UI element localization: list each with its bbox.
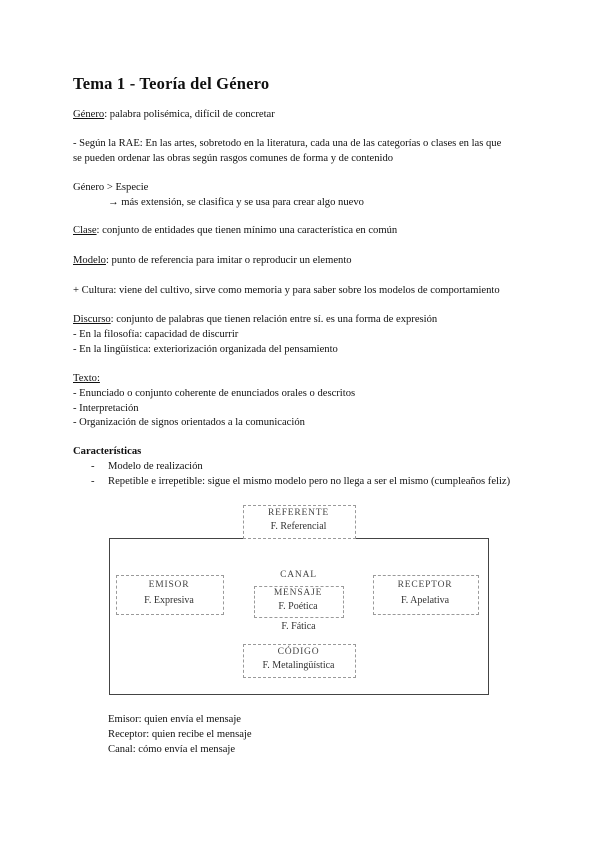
note-line: Receptor: quien recibe el mensaje bbox=[108, 729, 252, 740]
clase-term: Clase bbox=[73, 225, 97, 236]
metalinguistica-label: F. Metalingüística bbox=[262, 660, 335, 671]
note-line: Emisor: quien envía el mensaje bbox=[108, 714, 241, 725]
bullet-dash: - bbox=[91, 461, 95, 472]
cultura-line: + Cultura: viene del cultivo, sirve como memoria y para saber sobre los modelos de comportamiento bbox=[73, 285, 500, 296]
texto-term: Texto: bbox=[73, 373, 100, 384]
caracteristicas-item: Modelo de realización bbox=[108, 461, 203, 472]
receptor-label: RECEPTOR bbox=[397, 580, 453, 590]
rae-line-1: - Según la RAE: En las artes, sobretodo en la literatura, cada una de las categorías o clases en las que bbox=[73, 138, 502, 149]
mensaje-label: MENSAJE bbox=[273, 588, 323, 598]
bullet-dash: - bbox=[91, 476, 95, 487]
fatica-label: F. Fática bbox=[281, 621, 316, 632]
page-title: Tema 1 - Teoría del Género bbox=[73, 74, 270, 93]
genero-def: : palabra polisémica, difícil de concretar bbox=[104, 109, 275, 120]
caracteristicas-heading: Características bbox=[73, 446, 142, 457]
apelativa-label: F. Apelativa bbox=[400, 595, 450, 606]
modelo-def: : punto de referencia para imitar o reproducir un elemento bbox=[105, 255, 352, 266]
note-line: Canal: cómo envía el mensaje bbox=[108, 744, 236, 755]
expresiva-label: F. Expresiva bbox=[144, 595, 194, 606]
genero-especie-arrow-line: → más extensión, se clasifica y se usa para crear algo nuevo bbox=[108, 197, 364, 208]
discurso-def: : conjunto de palabras que tienen relación entre sí. es una forma de expresión bbox=[110, 314, 438, 325]
emisor-label: EMISOR bbox=[148, 580, 190, 590]
texto-item: - Organización de signos orientados a la comunicación bbox=[73, 417, 305, 428]
discurso-term: Discurso bbox=[73, 314, 111, 325]
texto-item: - Interpretación bbox=[73, 403, 139, 414]
poetica-label: F. Poética bbox=[278, 601, 318, 612]
discurso-item: - En la lingüística: exteriorización organizada del pensamiento bbox=[73, 344, 338, 355]
clase-def: : conjunto de entidades que tienen mínimo una característica en común bbox=[96, 225, 398, 236]
codigo-label: CÓDIGO bbox=[277, 647, 320, 657]
texto-item: - Enunciado o conjunto coherente de enunciados orales o descritos bbox=[73, 388, 356, 399]
referencial-label: F. Referencial bbox=[270, 521, 327, 532]
canal-label: CANAL bbox=[280, 570, 317, 580]
rae-line-2: se pueden ordenar las obras según rasgos comunes de forma y de contenido bbox=[73, 153, 394, 164]
modelo-term: Modelo bbox=[73, 255, 106, 266]
discurso-item: - En la filosofía: capacidad de discurrir bbox=[73, 329, 239, 340]
referente-label: REFERENTE bbox=[267, 508, 330, 518]
genero-especie-line: Género > Especie bbox=[73, 182, 149, 193]
caracteristicas-item: Repetible e irrepetible: sigue el mismo modelo pero no llega a ser el mismo (cumpleaños feliz) bbox=[108, 476, 511, 487]
genero-term: Género bbox=[73, 109, 105, 120]
